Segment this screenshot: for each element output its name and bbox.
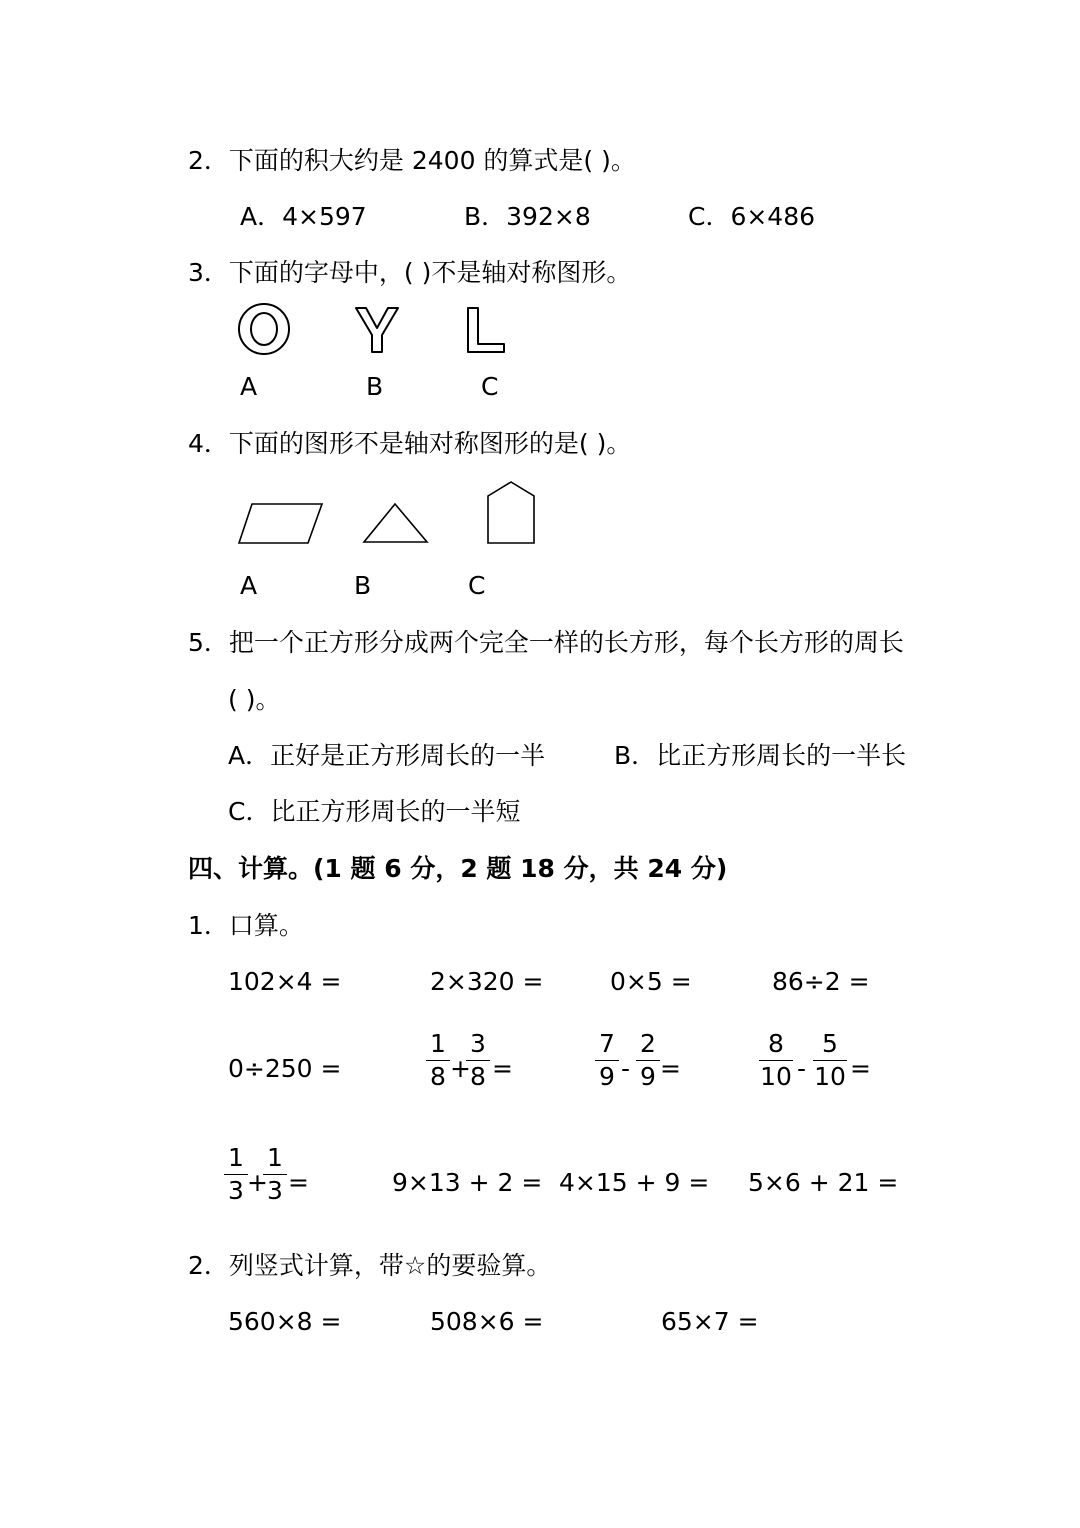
- q4-stem: 4．下面的图形不是轴对称图形的是( )。: [188, 429, 632, 458]
- fraction-1-op: +: [450, 1054, 471, 1083]
- vertical-calc-2: 508×6 =: [430, 1307, 544, 1336]
- q5-stem-blank: ( )。: [228, 685, 281, 714]
- fraction-4-eq: =: [288, 1168, 309, 1197]
- pentagon-shape: [488, 482, 534, 543]
- q3-letters-figure: [236, 292, 536, 362]
- fraction-2b-den: 9: [640, 1062, 656, 1091]
- fraction-4a-den: 3: [228, 1176, 244, 1205]
- fraction-3-eq: =: [850, 1054, 871, 1083]
- triangle-shape: [364, 504, 427, 542]
- q3-letter-l-text: L: [476, 292, 477, 293]
- fraction-2a: [595, 1030, 619, 1091]
- mental-math-4: 86÷2 =: [772, 967, 870, 996]
- vertical-calc-1: 560×8 =: [228, 1307, 342, 1336]
- fraction-3b: [813, 1030, 847, 1091]
- fraction-1b-num: 3: [470, 1029, 486, 1058]
- fraction-1-eq: =: [492, 1054, 513, 1083]
- fraction-3b-den: 10: [814, 1062, 846, 1091]
- section4-title: 四、计算。(1 题 6 分，2 题 18 分，共 24 分): [188, 854, 728, 883]
- fraction-1b-den: 8: [470, 1062, 486, 1091]
- outline-letter-l: [468, 308, 504, 352]
- q4-label-b: B: [354, 571, 372, 600]
- fraction-1a-den: 8: [430, 1062, 446, 1091]
- fraction-2b: [636, 1030, 660, 1091]
- fraction-2b-num: 2: [640, 1029, 656, 1058]
- q4-label-c: C: [468, 571, 486, 600]
- fraction-3b-num: 5: [822, 1029, 838, 1058]
- q2-option-b: B．392×8: [464, 202, 591, 231]
- fraction-3a: [759, 1030, 793, 1091]
- fraction-3-op: -: [797, 1054, 807, 1083]
- parallelogram-shape: [239, 504, 322, 543]
- outline-letter-o: [239, 304, 289, 354]
- fraction-3a-num: 8: [768, 1029, 784, 1058]
- fraction-4a-num: 1: [228, 1143, 244, 1172]
- q2-stem: 2．下面的积大约是 2400 的算式是( )。: [188, 146, 636, 175]
- q3-stem: 3．下面的字母中，( )不是轴对称图形。: [188, 258, 632, 287]
- mental-math-6: 9×13 + 2 =: [392, 1168, 543, 1197]
- q5-option-a: A．正好是正方形周长的一半: [228, 741, 546, 770]
- q4-shapes-figure: [236, 478, 546, 548]
- s4-q2-stem: 2．列竖式计算，带☆的要验算。: [188, 1251, 552, 1280]
- mental-math-7: 4×15 + 9 =: [559, 1168, 710, 1197]
- fraction-3a-den: 10: [760, 1062, 792, 1091]
- fraction-4b-num: 1: [267, 1143, 283, 1172]
- q5-option-b: B．比正方形周长的一半长: [614, 741, 907, 770]
- fraction-4a: [224, 1144, 248, 1205]
- q5-stem: 5．把一个正方形分成两个完全一样的长方形，每个长方形的周长: [188, 628, 904, 657]
- fraction-2a-num: 7: [599, 1029, 615, 1058]
- q3-label-a: A: [240, 372, 258, 401]
- q4-label-a: A: [240, 571, 258, 600]
- q2-option-a: A．4×597: [240, 202, 367, 231]
- fraction-4-op: +: [247, 1168, 268, 1197]
- outline-letter-y: [356, 308, 398, 352]
- fraction-2-op: -: [621, 1054, 631, 1083]
- fraction-1a-num: 1: [430, 1029, 446, 1058]
- mental-math-5: 0÷250 =: [228, 1054, 342, 1083]
- fraction-1b: [466, 1030, 490, 1091]
- mental-math-1: 102×4 =: [228, 967, 342, 996]
- vertical-calc-3: 65×7 =: [661, 1307, 759, 1336]
- fraction-2a-den: 9: [599, 1062, 615, 1091]
- s4-q1-stem: 1．口算。: [188, 911, 304, 940]
- fraction-4b: [263, 1144, 287, 1205]
- q2-option-c: C．6×486: [688, 202, 816, 231]
- mental-math-3: 0×5 =: [610, 967, 692, 996]
- q3-letter-o-text: O: [240, 292, 241, 293]
- fraction-4b-den: 3: [267, 1176, 283, 1205]
- fraction-1a: [426, 1030, 450, 1091]
- mental-math-8: 5×6 + 21 =: [748, 1168, 899, 1197]
- q3-label-b: B: [366, 372, 384, 401]
- mental-math-2: 2×320 =: [430, 967, 544, 996]
- fraction-2-eq: =: [660, 1054, 681, 1083]
- q3-label-c: C: [481, 372, 499, 401]
- q3-letter-y-text: Y: [366, 292, 367, 293]
- q5-option-c: C．比正方形周长的一半短: [228, 797, 521, 826]
